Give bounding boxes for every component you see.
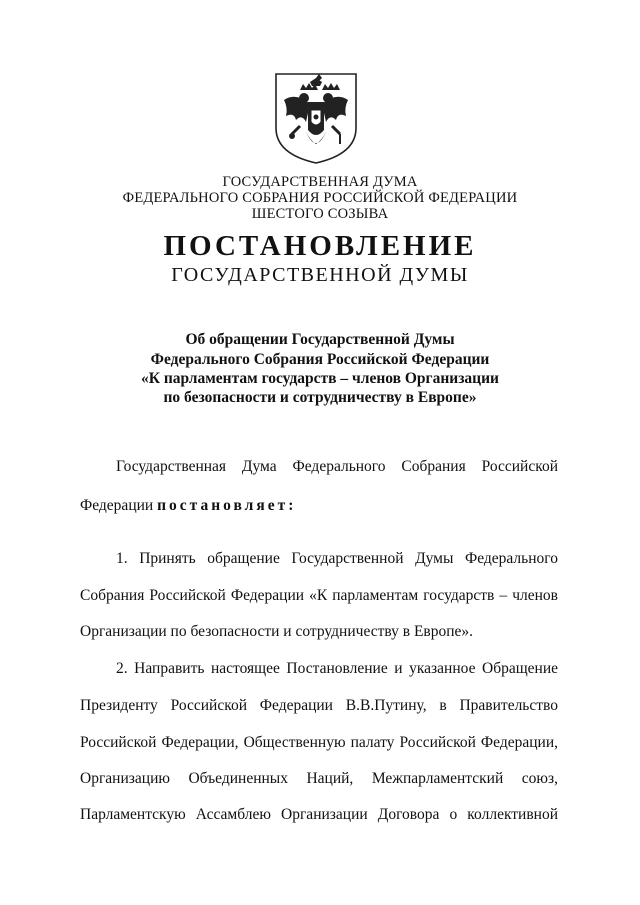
document-title: ПОСТАНОВЛЕНИЕ <box>163 230 477 262</box>
about-line-3: «К парламентам государств – членов Организации <box>141 370 499 387</box>
item2-line-5: Парламентскую Ассамблею Организации Договора о коллективной <box>80 806 558 823</box>
item1-line-1: 1. Принять обращение Государственной Думы Федерального <box>116 550 558 567</box>
header-line-3: ШЕСТОГО СОЗЫВА <box>251 206 389 222</box>
item2-line-2: Президенту Российской Федерации В.В.Путину, в Правительство <box>80 697 558 714</box>
intro-line-1: Государственная Дума Федерального Собрания Российской <box>116 458 558 475</box>
state-emblem-icon <box>270 70 362 166</box>
header-line-2: ФЕДЕРАЛЬНОГО СОБРАНИЯ РОССИЙСКОЙ ФЕДЕРАЦИИ <box>122 190 518 206</box>
item1-line-3: Организации по безопасности и сотрудничеству в Европе». <box>80 623 474 640</box>
item2-line-1: 2. Направить настоящее Постановление и указанное Обращение <box>116 660 558 677</box>
about-line-1: Об обращении Государственной Думы <box>185 331 455 348</box>
intro-federation: Федерации <box>80 497 154 514</box>
document-subtitle: ГОСУДАРСТВЕННОЙ ДУМЫ <box>171 264 469 286</box>
about-line-2: Федерального Собрания Российской Федерации <box>150 351 490 368</box>
intro-line-2 <box>80 497 558 515</box>
about-line-4: по безопасности и сотрудничеству в Европе» <box>163 389 477 406</box>
item2-line-4: Организацию Объединенных Наций, Межпарламентский союз, <box>80 770 558 787</box>
item2-line-3: Российской Федерации, Общественную палату Российской Федерации, <box>80 734 558 751</box>
decree-word: постановляет: <box>157 497 297 514</box>
item1-line-2: Собрания Российской Федерации «К парламентам государств – членов <box>80 587 558 604</box>
header-line-1: ГОСУДАРСТВЕННАЯ ДУМА <box>222 174 418 190</box>
